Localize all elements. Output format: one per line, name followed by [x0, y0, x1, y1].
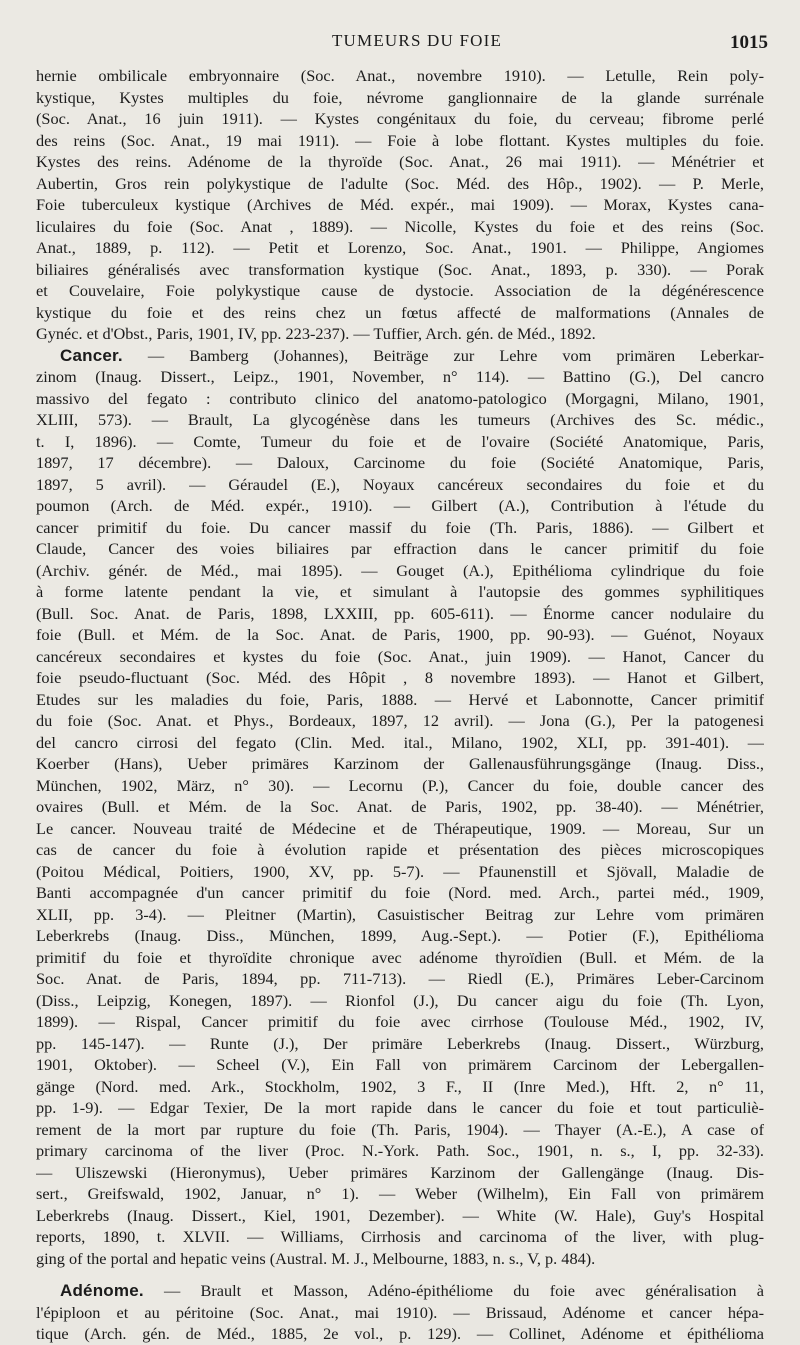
- text-line: 1897, 17 décembre). — Daloux, Carcinome du foie (Société Anatomique, Paris,: [36, 453, 764, 472]
- text-line: Le cancer. Nouveau traité de Médecine et de Thérapeutique, 1909. — Moreau, Sur un: [36, 818, 764, 838]
- text-line: kystique du foie et des reins chez un fœtus affecté de malformations (Annales de: [36, 302, 764, 322]
- section-heading-cancer: Cancer.: [60, 345, 123, 365]
- text-line: liculaires du foie (Soc. Anat , 1889). — Nicolle, Kystes du foie et des reins (Soc.: [36, 216, 764, 236]
- text-line: — Bamberg (Johannes), Beiträge zur Lehre vom primären Leberkar-: [122, 345, 764, 365]
- text-line: rement de la mort par rupture du foie (Th. Paris, 1904). — Thayer (A.-E.), A case of: [36, 1119, 764, 1139]
- text-line: Koerber (Hans), Ueber primäres Karzinom der Gallenausführungsgänge (Inaug. Diss.,: [36, 754, 764, 773]
- text-line: Leberkrebs (Inaug. Dissert., Kiel, 1901, Dezember). — White (W. Hale), Guy's Hospital: [36, 1205, 764, 1225]
- text-line: Kystes des reins. Adénome de la thyroïde (Soc. Anat., 26 mai 1911). — Ménétrier et: [36, 152, 764, 171]
- text-line: sert., Greifswald, 1902, Januar, n° 1). — Weber (Wilhelm), Ein Fall von primärem: [36, 1184, 764, 1203]
- text-line: Aubertin, Gros rein polykystique de l'adulte (Soc. Méd. des Hôp., 1902). — P. Merle,: [36, 173, 764, 193]
- text-line: Foie tuberculeux kystique (Archives de Méd. expér., mai 1909). — Morax, Kystes cana-: [36, 195, 764, 214]
- adenome-section-first-line: [36, 1280, 764, 1302]
- text-line: München, 1902, März, n° 30). — Lecornu (P.), Cancer du foie, double cancer des: [36, 775, 764, 795]
- text-line: Claude, Cancer des voies biliaires par effraction dans le cancer primitif du foie: [36, 539, 764, 558]
- text-line: Anat., 1889, p. 112). — Petit et Lorenzo, Soc. Anat., 1901. — Philippe, Angiomes: [36, 238, 764, 257]
- text-line: foie pseudo-fluctuant (Soc. Méd. des Hôpit , 8 novembre 1893). — Hanot et Gilbert,: [36, 668, 764, 687]
- text-line: Soc. Anat. de Paris, 1894, pp. 711-713). — Riedl (E.), Primäres Leber-Carcinom: [36, 969, 764, 988]
- text-line: foie (Bull. et Mém. de la Soc. Anat. de Paris, 1900, pp. 90-93). — Guénot, Noyaux: [36, 625, 764, 644]
- text-line: ging of the portal and hepatic veins (Austral. M. J., Melbourne, 1883, n. s., V, p. 484).: [36, 1248, 596, 1268]
- text-line: hernie ombilicale embryonnaire (Soc. Anat., novembre 1910). — Letulle, Rein poly-: [36, 66, 764, 85]
- text-line: à forme latente pendant la vie, et simulant à l'autopsie des gommes syphilitiques: [36, 582, 764, 601]
- text-line: Etudes sur les maladies du foie, Paris, 1888. — Hervé et Labonnotte, Cancer primitif: [36, 689, 764, 709]
- bibliography-text: [36, 65, 764, 1345]
- text-line: tique (Arch. gén. de Méd., 1885, 2e vol., p. 129). — Collinet, Adénome et épithélioma: [36, 1324, 764, 1343]
- text-line: cancéreux secondaires et kystes du foie (Soc. Anat., juin 1909). — Hanot, Cancer du: [36, 646, 764, 666]
- text-line: (Soc. Anat., 16 juin 1911). — Kystes congénitaux du foie, du cerveau; fibrome perlé: [36, 109, 764, 128]
- text-line: l'épiploon et au péritoine (Soc. Anat., mai 1910). — Brissaud, Adénome et cancer hépa-: [36, 1302, 764, 1322]
- text-line: (Poitou Médical, Poitiers, 1900, XV, pp. 5-7). — Pfaunenstill et Sjövall, Maladie de: [36, 861, 764, 881]
- text-line: pp. 1-9). — Edgar Texier, De la mort rapide dans le cancer du foie et tout particuliè-: [36, 1098, 764, 1117]
- text-line: zinom (Inaug. Dissert., Leipz., 1901, November, n° 114). — Battino (G.), Del cancro: [36, 367, 764, 386]
- page-header: [62, 26, 772, 56]
- text-line: XLIII, 573). — Brault, La glycogénèse dans les tumeurs (Archives des Sc. médic.,: [36, 410, 764, 429]
- text-line: — Uliszewski (Hieronymus), Ueber primäres Karzinom der Gallengänge (Inaug. Dis-: [36, 1162, 764, 1182]
- text-line: poumon (Arch. de Méd. expér., 1910). — Gilbert (A.), Contribution à l'étude du: [36, 496, 764, 515]
- text-line: et Couvelaire, Foie polykystique cause de dystocie. Association de la dégénérescence: [36, 281, 764, 300]
- text-line: Gynéc. et d'Obst., Paris, 1901, IV, pp. 223-237). — Tuffier, Arch. gén. de Méd., 1892.: [36, 324, 596, 343]
- text-line: cancer primitif du foie. Du cancer massif du foie (Th. Paris, 1886). — Gilbert et: [36, 517, 764, 537]
- text-line: 1897, 5 avril). — Géraudel (E.), Noyaux cancéreux secondaires du foie et du: [36, 474, 764, 494]
- text-line: ovaires (Bull. et Mém. de la Soc. Anat. de Paris, 1902, pp. 38-40). — Ménétrier,: [36, 797, 764, 816]
- cancer-section-first-line: [36, 345, 764, 367]
- text-line: (Bull. Soc. Anat. de Paris, 1898, LXXIII, pp. 605-611). — Énorme cancer nodulaire du: [36, 603, 764, 623]
- text-line: des reins (Soc. Anat., 19 mai 1911). — Foie à lobe flottant. Kystes multiples du foie.: [36, 130, 764, 150]
- text-line: Banti accompagnée d'un cancer primitif du foie (Nord. med. Arch., partei méd., 1909,: [36, 883, 764, 902]
- text-line: Leberkrebs (Inaug. Diss., München, 1899, Aug.-Sept.). — Potier (F.), Epithélioma: [36, 926, 764, 945]
- text-line: primitif du foie et thyroïdite chronique avec adénome thyroïdien (Bull. et Mém. de la: [36, 947, 764, 967]
- text-line: kystique, Kystes multiples du foie, névrome ganglionnaire de la glande surrénale: [36, 87, 764, 107]
- text-line: t. I, 1896). — Comte, Tumeur du foie et de l'ovaire (Société Anatomique, Paris,: [36, 431, 764, 451]
- text-line: (Archiv. génér. de Méd., mai 1895). — Gouget (A.), Epithélioma cylindrique du foie: [36, 560, 764, 580]
- text-line: 1901, Oktober). — Scheel (V.), Ein Fall von primärem Carcinom der Lebergallen-: [36, 1055, 764, 1074]
- text-line: reports, 1890, t. XLVII. — Williams, Cirrhosis and carcinoma of the liver, with plug-: [36, 1227, 764, 1246]
- page-number: 1015: [730, 32, 768, 53]
- text-line: pp. 145-147). — Runte (J.), Der primäre Leberkrebs (Inaug. Dissert., Würzburg,: [36, 1033, 764, 1053]
- text-line: XLII, pp. 3-4). — Pleitner (Martin), Casuistischer Beitrag zur Lehre vom primären: [36, 904, 764, 924]
- text-line: cas de cancer du foie à évolution rapide et présentation des pièces microscopiques: [36, 840, 764, 859]
- text-line: — Brault et Masson, Adéno-épithéliome du foie avec généralisation à: [143, 1281, 764, 1300]
- text-line: 1899). — Rispal, Cancer primitif du foie avec cirrhose (Toulouse Méd., 1902, IV,: [36, 1012, 764, 1031]
- text-line: primary carcinoma of the liver (Proc. N.-York. Path. Soc., 1901, n. s., I, pp. 32-33).: [36, 1141, 764, 1160]
- section-heading-adenome: Adénome.: [60, 1281, 144, 1300]
- text-line: gänge (Nord. med. Ark., Stockholm, 1902, 3 F., II (Inre Med.), Hft. 2, n° 11,: [36, 1076, 764, 1096]
- text-line: biliaires généralisés avec transformation kystique (Soc. Anat., 1893, p. 330). — Porak: [36, 259, 764, 279]
- text-line: (Diss., Leipzig, Konegen, 1897). — Rionfol (J.), Du cancer aigu du foie (Th. Lyon,: [36, 990, 764, 1010]
- text-line: del cancro cirrosi del fegato (Clin. Med. ital., Milano, 1902, XLI, pp. 391-401). —: [36, 732, 764, 752]
- text-line: du foie (Soc. Anat. et Phys., Bordeaux, 1897, 12 avril). — Jona (G.), Per la patogenesi: [36, 711, 764, 730]
- text-line: massivo del fegato : contributo clinico del anatomo-patologico (Morgagni, Milano, 1901,: [36, 388, 764, 408]
- running-title: TUMEURS DU FOIE: [331, 31, 503, 50]
